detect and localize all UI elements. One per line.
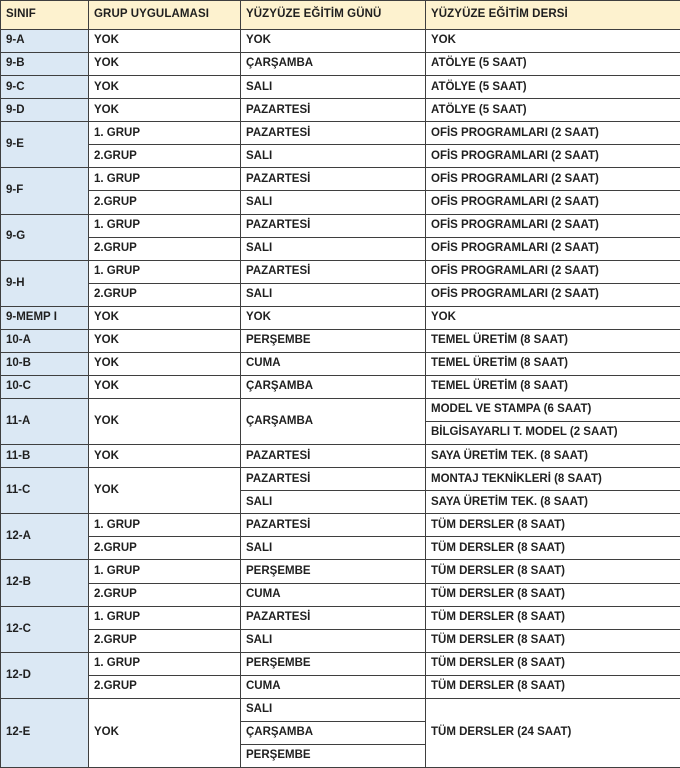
table-row — [1, 145, 680, 168]
table-row — [1, 237, 680, 260]
class-cell: 9-F — [1, 168, 89, 214]
day-cell: PAZARTESİ — [241, 168, 426, 191]
lesson-cell: TÜM DERSLER (8 SAAT) — [426, 583, 680, 606]
day-cell: CUMA — [241, 352, 426, 375]
table-row — [1, 583, 680, 606]
table-row — [1, 537, 680, 560]
day-cell: SALI — [241, 76, 426, 99]
class-cell: 12-D — [1, 652, 89, 698]
class-cell: 12-E — [1, 698, 89, 767]
table-row — [1, 698, 680, 721]
class-cell: 12-A — [1, 514, 89, 560]
class-cell: 12-B — [1, 560, 89, 606]
lesson-cell: TÜM DERSLER (8 SAAT) — [426, 537, 680, 560]
class-cell: 10-B — [1, 352, 89, 375]
class-cell: 10-A — [1, 329, 89, 352]
lesson-cell: OFİS PROGRAMLARI (2 SAAT) — [426, 168, 680, 191]
day-cell: ÇARŞAMBA — [241, 53, 426, 76]
day-cell: PAZARTESİ — [241, 214, 426, 237]
table-row — [1, 675, 680, 698]
table-row — [1, 283, 680, 306]
table-row — [1, 352, 680, 375]
lesson-cell: TÜM DERSLER (8 SAAT) — [426, 652, 680, 675]
day-cell: SALI — [241, 145, 426, 168]
table-row — [1, 168, 680, 191]
table-row — [1, 260, 680, 283]
day-cell: SALI — [241, 537, 426, 560]
table-body — [1, 30, 680, 768]
group-cell: 1. GRUP — [89, 214, 241, 237]
lesson-cell: TEMEL ÜRETİM (8 SAAT) — [426, 352, 680, 375]
lesson-cell: YOK — [426, 30, 680, 53]
class-cell: 9-G — [1, 214, 89, 260]
class-cell: 11-B — [1, 445, 89, 468]
lesson-cell: ATÖLYE (5 SAAT) — [426, 53, 680, 76]
group-cell: YOK — [89, 399, 241, 445]
day-cell: SALI — [241, 283, 426, 306]
table-header — [1, 1, 680, 30]
lesson-cell: OFİS PROGRAMLARI (2 SAAT) — [426, 191, 680, 214]
table-row — [1, 191, 680, 214]
lesson-cell: YOK — [426, 306, 680, 329]
lesson-cell: OFİS PROGRAMLARI (2 SAAT) — [426, 122, 680, 145]
lesson-cell: TÜM DERSLER (24 SAAT) — [426, 698, 680, 767]
lesson-cell: SAYA ÜRETİM TEK. (8 SAAT) — [426, 491, 680, 514]
lesson-cell: OFİS PROGRAMLARI (2 SAAT) — [426, 260, 680, 283]
day-cell: PAZARTESİ — [241, 99, 426, 122]
group-cell: 2.GRUP — [89, 283, 241, 306]
day-cell: YOK — [241, 306, 426, 329]
day-cell: SALI — [241, 237, 426, 260]
group-cell: YOK — [89, 30, 241, 53]
group-cell: YOK — [89, 468, 241, 514]
day-cell: PAZARTESİ — [241, 468, 426, 491]
day-cell: PAZARTESİ — [241, 260, 426, 283]
day-cell: ÇARŞAMBA — [241, 399, 426, 445]
class-cell: 11-A — [1, 399, 89, 445]
lesson-cell: TÜM DERSLER (8 SAAT) — [426, 560, 680, 583]
class-cell: 12-C — [1, 606, 89, 652]
lesson-cell: OFİS PROGRAMLARI (2 SAAT) — [426, 283, 680, 306]
table-row — [1, 629, 680, 652]
day-cell: CUMA — [241, 675, 426, 698]
class-cell: 9-D — [1, 99, 89, 122]
day-cell: PERŞEMBE — [241, 744, 426, 767]
group-cell: YOK — [89, 329, 241, 352]
group-cell: 2.GRUP — [89, 583, 241, 606]
table-row — [1, 122, 680, 145]
group-cell: YOK — [89, 76, 241, 99]
class-cell: 9-C — [1, 76, 89, 99]
lesson-cell: TÜM DERSLER (8 SAAT) — [426, 514, 680, 537]
group-cell: 1. GRUP — [89, 122, 241, 145]
group-cell: 1. GRUP — [89, 560, 241, 583]
class-cell: 9-H — [1, 260, 89, 306]
table-row — [1, 375, 680, 398]
class-cell: 9-A — [1, 30, 89, 53]
group-cell: 1. GRUP — [89, 652, 241, 675]
group-cell: YOK — [89, 375, 241, 398]
class-cell: 9-MEMP I — [1, 306, 89, 329]
day-cell: ÇARŞAMBA — [241, 721, 426, 744]
group-cell: YOK — [89, 99, 241, 122]
lesson-cell: SAYA ÜRETİM TEK. (8 SAAT) — [426, 445, 680, 468]
table-row — [1, 606, 680, 629]
class-cell: 9-E — [1, 122, 89, 168]
group-cell: YOK — [89, 306, 241, 329]
lesson-cell: OFİS PROGRAMLARI (2 SAAT) — [426, 214, 680, 237]
day-cell: PAZARTESİ — [241, 514, 426, 537]
group-cell: 1. GRUP — [89, 606, 241, 629]
group-cell: 2.GRUP — [89, 537, 241, 560]
lesson-cell: TEMEL ÜRETİM (8 SAAT) — [426, 329, 680, 352]
column-header-sinif: SINIF — [1, 1, 89, 30]
table-row — [1, 560, 680, 583]
group-cell: 2.GRUP — [89, 237, 241, 260]
class-cell: 11-C — [1, 468, 89, 514]
day-cell: SALI — [241, 698, 426, 721]
lesson-cell: BİLGİSAYARLI T. MODEL (2 SAAT) — [426, 422, 680, 445]
lesson-cell: ATÖLYE (5 SAAT) — [426, 99, 680, 122]
table-row — [1, 214, 680, 237]
table-row — [1, 445, 680, 468]
day-cell: PAZARTESİ — [241, 445, 426, 468]
table-row — [1, 30, 680, 53]
table-row — [1, 53, 680, 76]
lesson-cell: TÜM DERSLER (8 SAAT) — [426, 606, 680, 629]
column-header-yuzyuze-egitim-dersi: YÜZYÜZE EĞİTİM DERSİ — [426, 1, 680, 30]
class-cell: 10-C — [1, 375, 89, 398]
day-cell: PAZARTESİ — [241, 606, 426, 629]
day-cell: PERŞEMBE — [241, 560, 426, 583]
lesson-cell: MONTAJ TEKNİKLERİ (8 SAAT) — [426, 468, 680, 491]
lesson-cell: MODEL VE STAMPA (6 SAAT) — [426, 399, 680, 422]
lesson-cell: TEMEL ÜRETİM (8 SAAT) — [426, 375, 680, 398]
group-cell: 1. GRUP — [89, 260, 241, 283]
column-header-grup-uygulamasi: GRUP UYGULAMASI — [89, 1, 241, 30]
class-cell: 9-B — [1, 53, 89, 76]
lesson-cell: TÜM DERSLER (8 SAAT) — [426, 675, 680, 698]
day-cell: CUMA — [241, 583, 426, 606]
table-row — [1, 514, 680, 537]
group-cell: 2.GRUP — [89, 191, 241, 214]
day-cell: SALI — [241, 191, 426, 214]
day-cell: PERŞEMBE — [241, 652, 426, 675]
table-row — [1, 99, 680, 122]
table-row — [1, 306, 680, 329]
group-cell: 1. GRUP — [89, 514, 241, 537]
day-cell: ÇARŞAMBA — [241, 375, 426, 398]
table-row — [1, 468, 680, 491]
group-cell: YOK — [89, 698, 241, 767]
day-cell: SALI — [241, 629, 426, 652]
group-cell: 2.GRUP — [89, 675, 241, 698]
column-header-yuzyuze-egitim-gunu: YÜZYÜZE EĞİTİM GÜNÜ — [241, 1, 426, 30]
table-row — [1, 329, 680, 352]
header-row — [1, 1, 680, 30]
group-cell: 1. GRUP — [89, 168, 241, 191]
table-row — [1, 652, 680, 675]
table-row — [1, 76, 680, 99]
group-cell: YOK — [89, 445, 241, 468]
table-row — [1, 399, 680, 422]
group-cell: 2.GRUP — [89, 629, 241, 652]
group-cell: YOK — [89, 53, 241, 76]
day-cell: PAZARTESİ — [241, 122, 426, 145]
group-cell: YOK — [89, 352, 241, 375]
day-cell: PERŞEMBE — [241, 329, 426, 352]
day-cell: SALI — [241, 491, 426, 514]
lesson-cell: TÜM DERSLER (8 SAAT) — [426, 629, 680, 652]
group-cell: 2.GRUP — [89, 145, 241, 168]
lesson-cell: OFİS PROGRAMLARI (2 SAAT) — [426, 145, 680, 168]
lesson-cell: OFİS PROGRAMLARI (2 SAAT) — [426, 237, 680, 260]
lesson-cell: ATÖLYE (5 SAAT) — [426, 76, 680, 99]
day-cell: YOK — [241, 30, 426, 53]
